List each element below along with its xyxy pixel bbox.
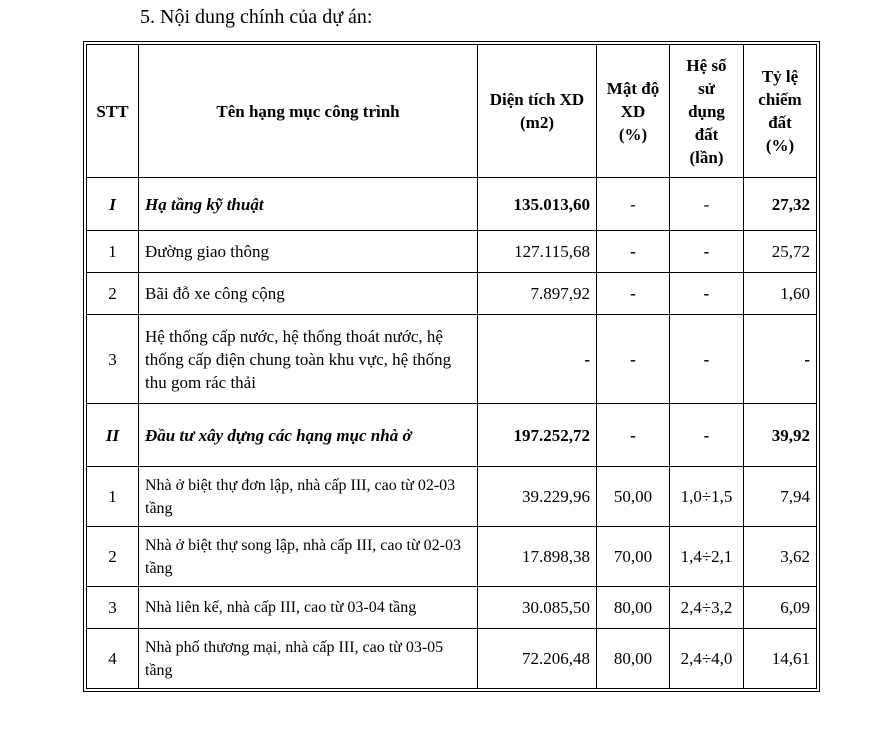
- cell-coefficient: 1,0÷1,5: [670, 467, 744, 527]
- cell-stt: II: [87, 404, 139, 467]
- table-row: [87, 178, 817, 231]
- cell-stt: 3: [87, 587, 139, 629]
- cell-density: -: [597, 231, 670, 273]
- cell-stt: 4: [87, 629, 139, 689]
- cell-area: 72.206,48: [478, 629, 597, 689]
- project-table-frame: [83, 41, 820, 692]
- cell-ratio: 1,60: [744, 273, 817, 315]
- cell-density: 50,00: [597, 467, 670, 527]
- cell-name: Đường giao thông: [139, 231, 478, 273]
- cell-stt: 2: [87, 273, 139, 315]
- cell-stt: 1: [87, 467, 139, 527]
- cell-ratio: 7,94: [744, 467, 817, 527]
- cell-density: -: [597, 273, 670, 315]
- header-density-line1: Mật độ: [606, 78, 660, 98]
- header-coef-line1: Hệ số: [686, 55, 727, 75]
- cell-name: Hạ tầng kỹ thuật: [139, 178, 478, 231]
- cell-density: -: [597, 404, 670, 467]
- header-ratio-line4: (%): [765, 136, 795, 155]
- cell-density: -: [597, 315, 670, 404]
- cell-coefficient: -: [670, 231, 744, 273]
- cell-area: 197.252,72: [478, 404, 597, 467]
- cell-ratio: 3,62: [744, 527, 817, 587]
- cell-area: 17.898,38: [478, 527, 597, 587]
- header-area-line1: Diện tích XD: [489, 90, 585, 109]
- cell-stt: 2: [87, 527, 139, 587]
- cell-stt: I: [87, 178, 139, 231]
- header-coef-line4: đất: [694, 124, 719, 144]
- cell-coefficient: 2,4÷3,2: [670, 587, 744, 629]
- table-row: [87, 629, 817, 689]
- table-row: [87, 273, 817, 315]
- cell-ratio: 25,72: [744, 231, 817, 273]
- cell-ratio: -: [744, 315, 817, 404]
- cell-ratio: 39,92: [744, 404, 817, 467]
- cell-area: 135.013,60: [478, 178, 597, 231]
- cell-stt: 3: [87, 315, 139, 404]
- header-coef-line3: dụng: [688, 101, 725, 121]
- table-row: [87, 315, 817, 404]
- table-row: [87, 231, 817, 273]
- table-header-row: [87, 45, 817, 178]
- cell-name: Đầu tư xây dựng các hạng mục nhà ở: [139, 404, 478, 467]
- header-name: Tên hạng mục công trình: [139, 45, 478, 178]
- cell-coefficient: -: [670, 404, 744, 467]
- cell-coefficient: 2,4÷4,0: [670, 629, 744, 689]
- cell-density: 80,00: [597, 629, 670, 689]
- cell-name: Bãi đỗ xe công cộng: [139, 273, 478, 315]
- cell-density: 70,00: [597, 527, 670, 587]
- cell-name: Nhà ở biệt thự đơn lập, nhà cấp III, cao từ 02-03 tầng: [139, 467, 478, 527]
- header-density-line2: XD: [620, 101, 646, 121]
- cell-name: Hệ thống cấp nước, hệ thống thoát nước, hệ thống cấp điện chung toàn khu vực, hệ thống thu gom rác thải: [139, 315, 478, 404]
- header-density-line3: (%): [618, 124, 648, 144]
- header-stt: STT: [87, 45, 139, 178]
- header-ratio: [744, 45, 817, 178]
- cell-area: -: [478, 315, 597, 404]
- cell-area: 127.115,68: [478, 231, 597, 273]
- table-row: [87, 467, 817, 527]
- cell-ratio: 6,09: [744, 587, 817, 629]
- header-coef-line2: sử: [698, 78, 715, 98]
- cell-name: Nhà ở biệt thự song lập, nhà cấp III, cao từ 02-03 tầng: [139, 527, 478, 587]
- cell-coefficient: -: [670, 315, 744, 404]
- cell-ratio: 27,32: [744, 178, 817, 231]
- table-row: [87, 527, 817, 587]
- cell-area: 39.229,96: [478, 467, 597, 527]
- header-coef-line5: (lần): [689, 147, 724, 167]
- cell-coefficient: -: [670, 178, 744, 231]
- header-area-line2: (m2): [520, 113, 554, 132]
- table-row: [87, 404, 817, 467]
- cell-ratio: 14,61: [744, 629, 817, 689]
- cell-name: Nhà phố thương mại, nhà cấp III, cao từ 03-05 tầng: [139, 629, 478, 689]
- table-row: [87, 587, 817, 629]
- cell-coefficient: 1,4÷2,1: [670, 527, 744, 587]
- cell-density: 80,00: [597, 587, 670, 629]
- cell-stt: 1: [87, 231, 139, 273]
- header-area: [478, 45, 597, 178]
- header-ratio-line2: chiếm: [758, 90, 802, 109]
- header-ratio-line3: đất: [768, 113, 792, 132]
- header-coefficient: [670, 45, 744, 178]
- cell-area: 7.897,92: [478, 273, 597, 315]
- cell-coefficient: -: [670, 273, 744, 315]
- cell-name: Nhà liên kế, nhà cấp III, cao từ 03-04 tầng: [139, 587, 478, 629]
- header-density: [597, 45, 670, 178]
- project-content-table: [86, 44, 817, 689]
- cell-density: -: [597, 178, 670, 231]
- header-ratio-line1: Tỷ lệ: [761, 67, 799, 86]
- section-heading: 5. Nội dung chính của dự án:: [140, 6, 373, 28]
- cell-area: 30.085,50: [478, 587, 597, 629]
